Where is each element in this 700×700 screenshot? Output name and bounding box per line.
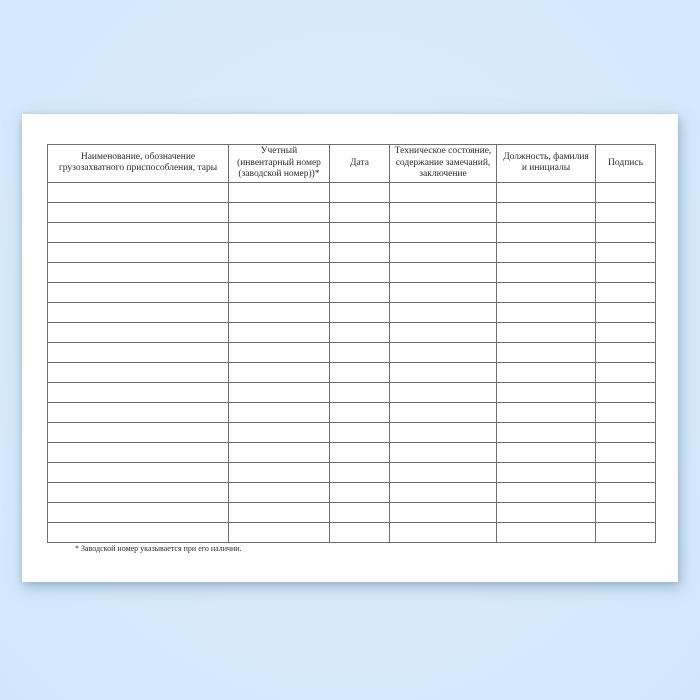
table-row: [48, 302, 656, 322]
empty-cell: [390, 442, 497, 462]
empty-cell: [390, 522, 497, 542]
empty-cell: [596, 522, 656, 542]
empty-cell: [390, 322, 497, 342]
table-row: [48, 362, 656, 382]
empty-cell: [596, 262, 656, 282]
empty-cell: [596, 342, 656, 362]
header-cell-date: Дата: [330, 145, 390, 183]
table-row: [48, 262, 656, 282]
empty-cell: [497, 522, 596, 542]
empty-cell: [390, 182, 497, 202]
empty-cell: [330, 182, 390, 202]
table-row: [48, 202, 656, 222]
header-cell-account-number: Учетный (инвентарный номер (заводской номер))*: [229, 145, 330, 183]
empty-cell: [229, 242, 330, 262]
empty-cell: [497, 422, 596, 442]
empty-cell: [390, 402, 497, 422]
table-row: [48, 282, 656, 302]
empty-cell: [596, 442, 656, 462]
empty-cell: [497, 462, 596, 482]
empty-cell: [390, 282, 497, 302]
empty-cell: [497, 262, 596, 282]
table-row: [48, 322, 656, 342]
empty-cell: [330, 382, 390, 402]
empty-cell: [497, 402, 596, 422]
header-cell-position-name: Должность, фамилия и инициалы: [497, 145, 596, 183]
empty-cell: [497, 502, 596, 522]
empty-cell: [48, 222, 229, 242]
empty-cell: [596, 402, 656, 422]
table-row: [48, 342, 656, 362]
empty-cell: [390, 222, 497, 242]
empty-cell: [390, 482, 497, 502]
empty-cell: [229, 202, 330, 222]
empty-cell: [390, 362, 497, 382]
footnote: * Заводской номер указывается при его наличии.: [75, 544, 242, 553]
empty-cell: [596, 482, 656, 502]
empty-cell: [596, 222, 656, 242]
empty-cell: [497, 442, 596, 462]
table-row: [48, 442, 656, 462]
empty-cell: [229, 482, 330, 502]
empty-cell: [596, 362, 656, 382]
empty-cell: [497, 342, 596, 362]
empty-cell: [229, 222, 330, 242]
empty-cell: [497, 182, 596, 202]
empty-cell: [596, 322, 656, 342]
empty-cell: [497, 482, 596, 502]
empty-cell: [497, 202, 596, 222]
empty-cell: [497, 222, 596, 242]
empty-cell: [330, 342, 390, 362]
empty-cell: [330, 362, 390, 382]
empty-cell: [596, 422, 656, 442]
table-row: [48, 502, 656, 522]
empty-cell: [330, 402, 390, 422]
empty-cell: [48, 182, 229, 202]
empty-cell: [497, 382, 596, 402]
empty-cell: [596, 242, 656, 262]
empty-cell: [390, 382, 497, 402]
empty-cell: [330, 322, 390, 342]
document-page: [22, 114, 678, 582]
empty-cell: [229, 382, 330, 402]
empty-cell: [596, 302, 656, 322]
empty-cell: [48, 422, 229, 442]
empty-cell: [48, 442, 229, 462]
empty-cell: [330, 442, 390, 462]
empty-cell: [229, 302, 330, 322]
empty-cell: [48, 462, 229, 482]
empty-cell: [330, 222, 390, 242]
empty-cell: [48, 382, 229, 402]
empty-cell: [596, 462, 656, 482]
empty-cell: [330, 282, 390, 302]
empty-cell: [229, 502, 330, 522]
table-row: [48, 462, 656, 482]
header-cell-signature: Подпись: [596, 145, 656, 183]
table-row: [48, 182, 656, 202]
empty-cell: [497, 282, 596, 302]
empty-cell: [229, 322, 330, 342]
empty-cell: [497, 362, 596, 382]
empty-cell: [596, 282, 656, 302]
empty-cell: [330, 482, 390, 502]
table-row: [48, 482, 656, 502]
empty-cell: [330, 202, 390, 222]
empty-cell: [229, 522, 330, 542]
empty-cell: [48, 482, 229, 502]
empty-cell: [390, 242, 497, 262]
table-row: [48, 522, 656, 542]
empty-cell: [229, 262, 330, 282]
empty-cell: [330, 242, 390, 262]
empty-cell: [229, 422, 330, 442]
table-row: [48, 402, 656, 422]
header-cell-name: Наименование, обозначение грузозахватного приспособления, тары: [48, 145, 229, 183]
empty-cell: [48, 402, 229, 422]
empty-cell: [229, 402, 330, 422]
empty-cell: [48, 502, 229, 522]
empty-cell: [330, 502, 390, 522]
empty-cell: [330, 522, 390, 542]
inspection-log-table: [47, 144, 656, 543]
empty-cell: [330, 462, 390, 482]
empty-cell: [390, 262, 497, 282]
empty-cell: [390, 422, 497, 442]
header-cell-technical-condition: Техническое состояние, содержание замечаний, заключение: [390, 145, 497, 183]
empty-cell: [390, 202, 497, 222]
empty-cell: [229, 182, 330, 202]
empty-cell: [229, 442, 330, 462]
empty-cell: [48, 282, 229, 302]
empty-cell: [48, 322, 229, 342]
empty-cell: [390, 302, 497, 322]
table-header-row: [48, 145, 656, 183]
empty-cell: [497, 302, 596, 322]
empty-cell: [596, 382, 656, 402]
empty-cell: [390, 462, 497, 482]
empty-cell: [596, 182, 656, 202]
empty-cell: [330, 422, 390, 442]
table-row: [48, 242, 656, 262]
empty-cell: [48, 362, 229, 382]
empty-cell: [48, 302, 229, 322]
empty-cell: [596, 502, 656, 522]
empty-cell: [497, 322, 596, 342]
empty-cell: [48, 262, 229, 282]
empty-cell: [330, 262, 390, 282]
empty-cell: [229, 342, 330, 362]
empty-cell: [390, 342, 497, 362]
empty-cell: [48, 242, 229, 262]
empty-cell: [390, 502, 497, 522]
empty-cell: [229, 462, 330, 482]
empty-cell: [229, 282, 330, 302]
empty-cell: [330, 302, 390, 322]
empty-cell: [48, 202, 229, 222]
empty-cell: [229, 362, 330, 382]
table-row: [48, 422, 656, 442]
table-row: [48, 222, 656, 242]
empty-cell: [48, 342, 229, 362]
table-row: [48, 382, 656, 402]
empty-cell: [497, 242, 596, 262]
empty-cell: [596, 202, 656, 222]
empty-cell: [48, 522, 229, 542]
